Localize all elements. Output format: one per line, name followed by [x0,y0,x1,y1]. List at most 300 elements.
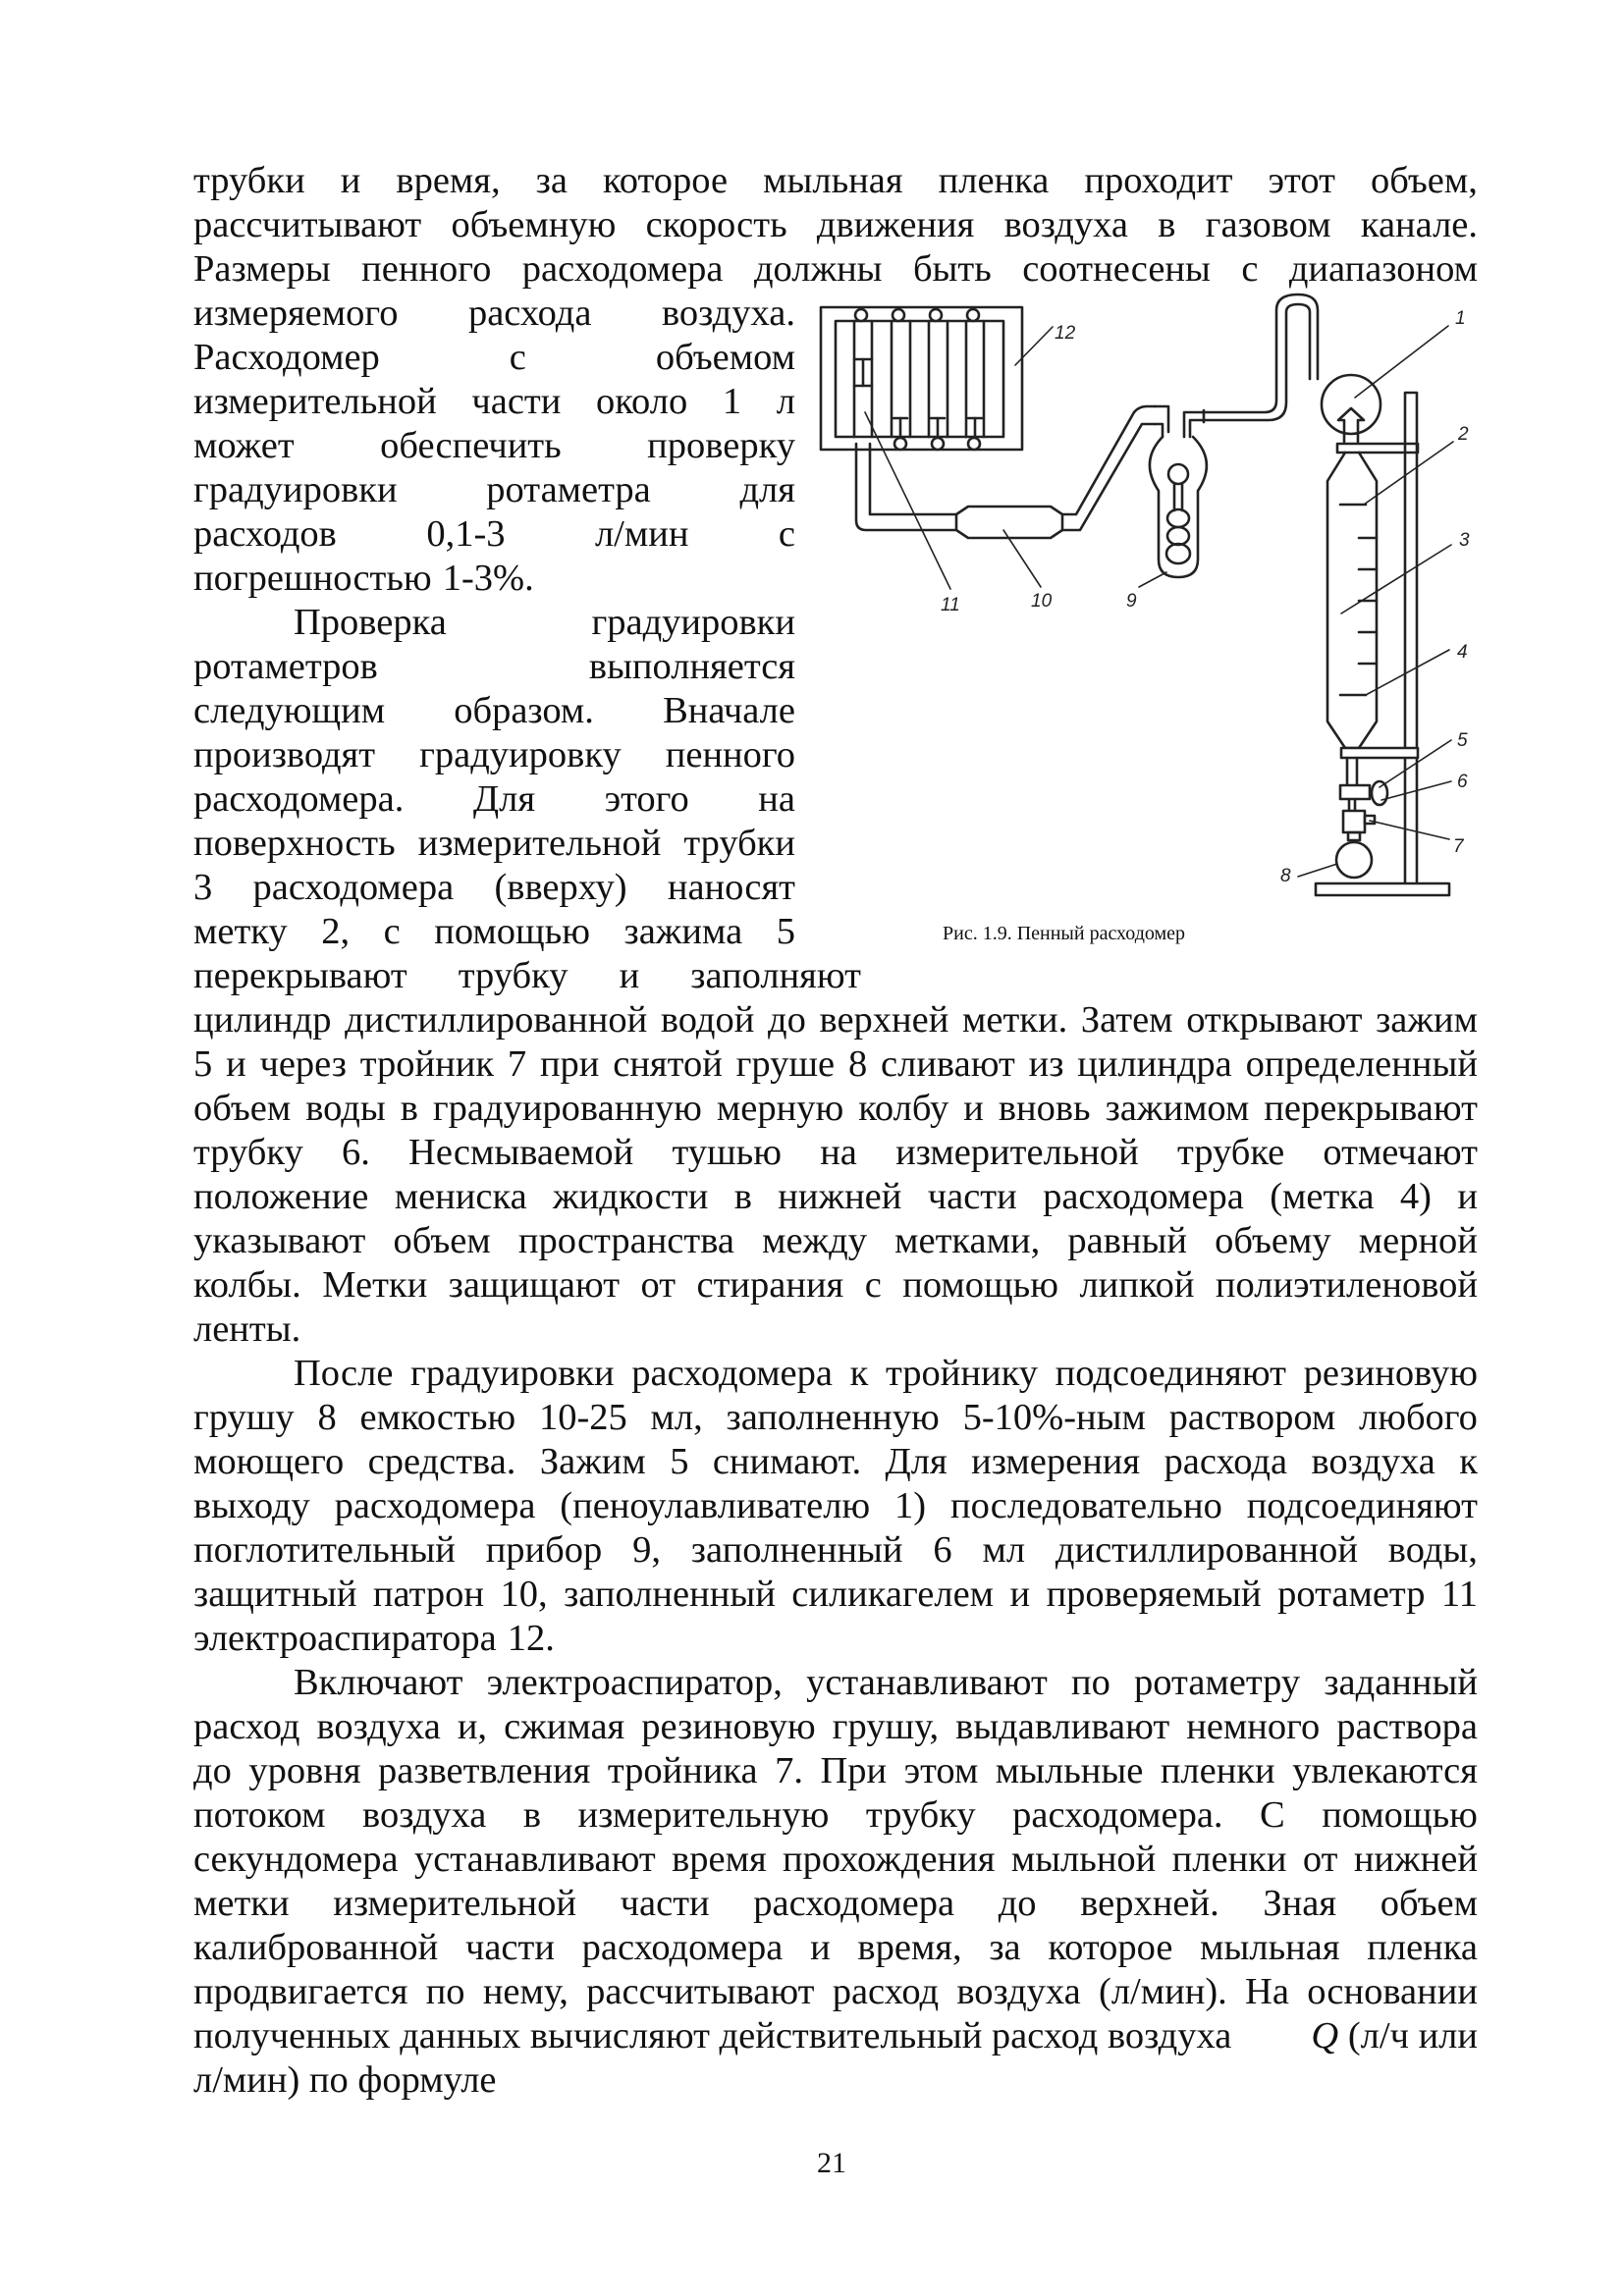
word: ротаметра [486,469,651,510]
word: открывают [1186,999,1363,1041]
word: расхода [1164,1441,1288,1482]
word: и [340,160,361,201]
word: 1-3%. [442,558,534,599]
word: движения [816,204,975,245]
word: с [509,337,526,378]
text-line [193,557,795,601]
figure-label-7: 7 [1453,836,1464,857]
word: дистиллированной [345,999,648,1041]
word: 12. [507,1618,555,1659]
word: 5 [776,911,795,952]
word: сжимая [504,1706,625,1747]
word: градуировки [591,602,795,643]
word: Зажим [539,1441,646,1482]
text-line [193,689,795,733]
word: Несмываемой [408,1132,634,1173]
word: в [400,1088,418,1129]
word: Расходомер [193,337,380,378]
word: пространства [517,1220,734,1261]
word: вновь [998,1088,1091,1129]
word: скорость [645,204,787,245]
word: Размеры [193,248,331,290]
word: мерную [716,1088,844,1129]
word: и [963,1088,984,1129]
word: грушу [193,1397,295,1438]
word: (метка [1270,1176,1375,1217]
word: и [1009,1574,1031,1615]
text-line [193,1705,1478,1749]
word: на [758,778,795,820]
word: поглотительный [193,1529,456,1571]
word: мениска [394,1176,527,1217]
word: рассчитывают [193,204,422,245]
word: расходомера [753,1883,955,1924]
word: раствора [1336,1706,1478,1747]
word: выходу [193,1485,310,1526]
word: 9, [632,1529,661,1571]
word: пленка [938,160,1050,201]
word: заполненный [564,1574,776,1615]
word: разветвления [378,1750,591,1791]
rubber-bulb-8 [1336,842,1372,878]
word: заданный [1324,1662,1478,1703]
word: может [193,425,295,466]
word: измерения [971,1441,1141,1482]
word: зажим [1376,999,1478,1041]
word: определенный [1245,1043,1478,1085]
word: время, [857,1927,962,1968]
text-line [193,1131,1478,1175]
text-line [193,1838,1478,1882]
word: расходомера [334,1485,536,1526]
text-line [193,424,795,468]
text-line [193,1528,1478,1573]
word: подсоединяют [1246,1485,1478,1526]
word: зажима [623,911,743,952]
word: 6 [933,1529,952,1571]
word: соотнесены [1022,248,1211,290]
word: пленка [1367,1927,1478,1968]
word: за [989,1927,1021,1968]
word: этом [903,1750,979,1791]
word: за [535,160,568,201]
figure-caption: Рис. 1.9. Пенный расходомер [943,923,1186,944]
text-line [193,1308,1478,1352]
word: потоком [193,1794,326,1836]
word: (вверху) [494,867,627,908]
word: перекрывают [1264,1088,1478,1129]
word: резиновую [641,1706,816,1747]
word: Проверка [294,602,447,643]
word: любого [1358,1397,1478,1438]
word: проверку [647,425,795,466]
word: градуировки [193,469,398,510]
word: тройника [607,1750,758,1791]
word: 5 [193,1043,213,1085]
text-line [193,733,795,777]
word: до [768,999,806,1041]
word: в [1158,204,1176,245]
word: мыльные [995,1750,1144,1791]
absorber-9 [1150,406,1207,577]
word: прибор [485,1529,603,1571]
word: раствором [1168,1397,1336,1438]
word: сливают [881,1043,1015,1085]
text-line [193,1882,1478,1926]
word: измерительной [193,381,437,422]
figure-label-12: 12 [1055,323,1076,344]
word: трубки [683,823,795,864]
word: зажимом [1105,1088,1250,1129]
word: 6. [341,1132,370,1173]
text-line [193,1396,1478,1440]
word: воздуха [316,1706,441,1747]
word: и [810,1927,831,1968]
word: цилиндра [1077,1043,1232,1085]
figure-label-5: 5 [1457,730,1468,751]
text-line [193,1573,1478,1617]
word: мыльная [1200,1927,1340,1968]
word: 11 [1440,1574,1478,1615]
word: образом. [454,690,594,731]
word: снимают. [712,1441,862,1482]
word: защищают [448,1264,621,1306]
word: колбу [858,1088,949,1129]
word: емкостью [359,1397,516,1438]
word: На [1245,1971,1289,2012]
word: метки [193,1883,290,1924]
word: 8 [847,1043,868,1085]
word: воды [305,1088,386,1129]
word: 7. [775,1750,803,1791]
word: измерительной [895,1132,1139,1173]
word: При [820,1750,888,1791]
text-line [193,1617,1478,1661]
word: от [640,1264,677,1306]
word: время, [396,160,501,201]
word: этого [604,778,689,820]
word: объему [1215,1220,1331,1261]
word: с [1241,248,1259,290]
word: 3 [193,867,213,908]
word: ротаметру [1134,1662,1301,1703]
word: и [1457,1176,1478,1217]
word: устанавливают [413,1839,656,1880]
word: между [762,1220,867,1261]
word: положение [193,1176,369,1217]
word: поверхность [193,823,396,864]
word: верхней. [1080,1883,1219,1924]
word: пенного [665,734,795,775]
word: основании [1307,1971,1478,2012]
text-line [193,336,795,380]
word: проверяемый [1046,1574,1262,1615]
word: из [1028,1043,1064,1085]
figure-label-1: 1 [1455,308,1466,329]
word: мыльной [1010,1839,1157,1880]
figure-label-4: 4 [1457,642,1468,663]
word: объем [193,1088,292,1129]
word: груше [735,1043,836,1085]
word: тройнику [886,1353,1039,1394]
word: выдавливают [955,1706,1170,1747]
word: следующим [193,690,386,731]
word: в [522,1794,542,1836]
word: Для [885,1441,947,1482]
word: время [672,1839,767,1880]
text-line [193,1219,1478,1263]
word: объем, [1371,160,1478,201]
figure-label-3: 3 [1459,530,1470,551]
text-line [193,1926,1478,1970]
word: последовательно [949,1485,1222,1526]
figure-label-2: 2 [1458,424,1469,445]
word: воздуха. [662,293,795,334]
word: через [259,1043,347,1085]
word: расходомера [521,248,724,290]
word: водой [660,999,755,1041]
text-line [193,2058,1478,2103]
word: градуировки [410,1353,615,1394]
word: С [1260,1794,1285,1836]
word: электроаспиратор, [486,1662,783,1703]
text-line [193,954,861,998]
word: моющего [193,1441,345,1482]
word: 4) [1399,1176,1432,1217]
word: электроаспиратора [193,1618,497,1659]
word: заполняют [690,955,861,996]
word: канале. [1360,204,1478,245]
word: расходомера [1043,1176,1244,1217]
word: снятой [613,1043,723,1085]
word: объем [393,1220,491,1261]
word: наносят [667,867,795,908]
text-line [193,822,795,866]
word: которое [603,160,729,201]
word: воздуха [1003,204,1128,245]
word: (л/мин). [1099,1971,1227,2012]
word: расходомера [252,867,455,908]
word: уровня [248,1750,361,1791]
word: липкой [1079,1264,1195,1306]
word: пленки [1171,1839,1287,1880]
word: метку [193,911,288,952]
word: измерительную [577,1794,830,1836]
text-line [193,2014,1478,2058]
word: расходомера. [1012,1794,1223,1836]
word: помощью [1322,1794,1478,1836]
word: метками, [894,1220,1041,1261]
word: до [193,1750,232,1791]
word: части [927,1176,1017,1217]
word: помощью [434,911,590,952]
text-line [193,1484,1478,1528]
word: Вначале [663,690,795,731]
word: 10-25 [538,1397,627,1438]
word: секундомера [193,1839,399,1880]
text-line [193,512,795,557]
word: трубку [458,955,568,996]
word: 5-10%-ным [962,1397,1146,1438]
figure-label-10: 10 [1031,591,1053,612]
word: пенного [361,248,492,290]
text-line [193,159,1478,203]
word: ленты. [193,1308,301,1350]
word: Включают [294,1662,463,1703]
word: по [1071,1662,1110,1703]
text-line [193,1175,1478,1219]
word: продвигается [193,1971,408,2012]
figure-label-9: 9 [1126,591,1137,612]
word: равный [1067,1220,1187,1261]
word: трубку [193,1132,303,1173]
word: в [733,1176,752,1217]
word: мл [982,1529,1026,1571]
word: 0,1-3 [426,513,506,555]
word: градуировку [419,734,622,775]
word: с [778,513,795,555]
word: рассчитывают [586,1971,815,2012]
word: мыльная [763,160,903,201]
word: погрешностью [193,558,432,599]
word: калиброванной [193,1927,439,1968]
word: (пеноулавливателю [560,1485,871,1526]
word: расходов [193,513,337,555]
word: подсоединяют [1055,1353,1286,1394]
word: средства. [367,1441,516,1482]
text-segment: л/мин) по формуле [193,2059,497,2101]
text-line [193,1263,1478,1308]
word: расходомера [581,1927,784,1968]
word: быть [912,248,992,290]
word: тушью [672,1132,782,1173]
text-line [193,998,1478,1042]
word: воздуха [362,1794,487,1836]
formula-symbol-q: Q (л/ч или [1311,2015,1478,2056]
word: и, [457,1706,488,1747]
word: объемную [451,204,617,245]
word: верхней [819,999,949,1041]
text-line [193,601,795,645]
word: ротаметр [1277,1574,1426,1615]
word: выполняется [588,646,795,687]
word: до [998,1883,1037,1924]
word: стирания [696,1264,844,1306]
word: устанавливают [806,1662,1048,1703]
word: расход [832,1971,940,2012]
word: л/мин [594,513,689,555]
word: и [226,1043,246,1085]
text-line [193,777,795,822]
word: расход [193,1706,300,1747]
figure-label-11: 11 [941,595,960,615]
page-number: 21 [817,2147,846,2179]
word: с [864,1264,882,1306]
word: Зная [1263,1883,1337,1924]
word: метки. [962,999,1068,1041]
word: с [383,911,401,952]
text-line [193,1042,1478,1087]
word: 10, [500,1574,548,1615]
word: колбы. [193,1264,301,1306]
word: по [425,1971,465,2012]
word: должны [753,248,883,290]
word: нижней [1353,1839,1478,1880]
text-line [193,1087,1478,1131]
word: отмечают [1323,1132,1478,1173]
word: нему, [482,1971,568,2012]
word: от [1302,1839,1338,1880]
word: этот [1268,160,1335,201]
word: для [739,469,795,510]
word: диапазоном [1288,248,1478,290]
word: указывают [193,1220,366,1261]
text-line [193,1440,1478,1484]
word: около [596,381,688,422]
word: воды, [1387,1529,1478,1571]
word: трубки [193,160,305,201]
text-line [193,380,795,424]
word: и [619,955,640,996]
word: которое [1048,1927,1173,1968]
word: измерительной [417,823,662,864]
word: измеряемого [193,293,399,334]
word: 8 [317,1397,337,1438]
word: защитный [193,1574,357,1615]
word: газовом [1205,204,1331,245]
word: 1) [894,1485,927,1526]
text-line [193,1793,1478,1838]
text-line [193,1352,1478,1396]
text-line [193,1970,1478,2014]
word: при [539,1043,600,1085]
text-line [193,910,795,954]
word: 5 [670,1441,689,1482]
word: воздуха [956,1971,1081,2012]
word: 2, [321,911,351,952]
word: 7 [507,1043,527,1085]
word: к [849,1353,869,1394]
word: трубку [865,1794,976,1836]
word: объем [1380,1883,1478,1924]
word: расхода [467,293,592,334]
word: л [776,381,795,422]
text-line [193,645,795,689]
word: расходомера. [193,778,405,820]
word: к [1459,1441,1478,1482]
word: грушу, [832,1706,940,1747]
word: Затем [1080,999,1173,1041]
word: заполненную [726,1397,940,1438]
word: перекрывают [193,955,407,996]
word: силикагелем [791,1574,995,1615]
protective-cartridge-10 [956,507,1062,538]
word: ротаметров [193,646,378,687]
word: Метки [322,1264,428,1306]
word: 1 [722,381,742,422]
word: Для [472,778,536,820]
word: прохождения [783,1839,996,1880]
word: проходит [1084,160,1233,201]
word: патрон [372,1574,485,1615]
word: резиновую [1303,1353,1478,1394]
word: жидкости [553,1176,709,1217]
word: производят [193,734,376,775]
word: заполненный [690,1529,903,1571]
word: измерительной [333,1883,576,1924]
word: цилиндр [193,999,332,1041]
figure-label-8: 8 [1280,866,1291,886]
